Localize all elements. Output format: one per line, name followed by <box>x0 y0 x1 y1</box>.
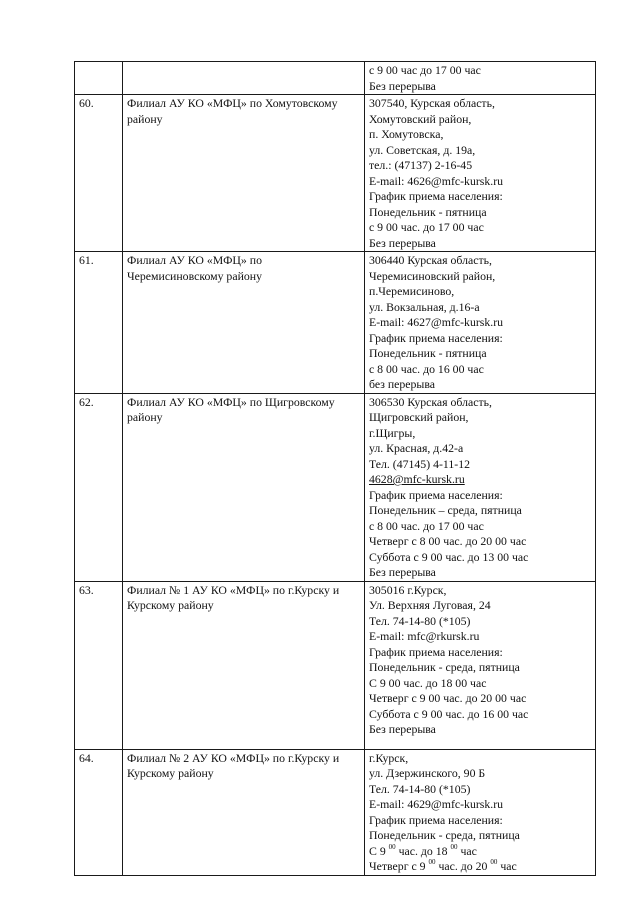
contact-line: Суббота с 9 00 час. до 13 00 час <box>369 549 529 564</box>
row-number: 60. <box>75 95 123 252</box>
contact-line: ул. Дзержинского, 90 Б <box>369 766 486 780</box>
contact-line: с 9 00 час до 17 00 час <box>369 63 481 77</box>
schedule-text: час <box>457 843 477 858</box>
branch-name: Филиал АУ КО «МФЦ» по Хомутовскому району <box>123 95 365 252</box>
branch-contacts <box>365 749 596 875</box>
schedule-text: Четверг с 9 <box>369 859 429 873</box>
row-number <box>75 62 123 95</box>
contact-line: Понедельник - среда, пятница <box>369 660 520 674</box>
contact-line: E-mail: 4627@mfc-kursk.ru <box>369 315 504 329</box>
contact-line: Без перерыва <box>369 235 436 250</box>
contact-line: График приема населения: <box>369 330 503 345</box>
contact-line: График приема населения: <box>369 189 503 203</box>
contact-line: Хомутовский район, <box>369 111 472 126</box>
contact-line: Понедельник - пятница <box>369 204 487 219</box>
table-row <box>75 95 596 252</box>
branch-contacts <box>365 581 596 749</box>
schedule-text: С 9 <box>369 843 389 858</box>
schedule-text: час <box>497 859 517 873</box>
row-number: 61. <box>75 252 123 394</box>
contact-line: Понедельник - среда, пятница <box>369 828 520 842</box>
schedule-minutes: 00 <box>450 842 458 851</box>
contact-line: Понедельник - пятница <box>369 346 487 360</box>
contact-line: График приема населения: <box>369 487 503 502</box>
branch-contacts <box>365 95 596 252</box>
contact-line: с 8 00 час. до 16 00 час <box>369 361 484 376</box>
contact-line: тел.: (47137) 2-16-45 <box>369 158 473 172</box>
row-number: 63. <box>75 581 123 749</box>
email-link[interactable]: 4628@mfc-kursk.ru <box>369 472 465 486</box>
schedule-minutes: 00 <box>388 842 396 851</box>
contact-line: без перерыва <box>369 377 435 391</box>
contact-line: E-mail: 4629@mfc-kursk.ru <box>369 797 504 811</box>
contact-line: Тел. 74-14-80 (*105) <box>369 613 471 628</box>
contact-line: Четверг с 8 00 час. до 20 00 час <box>369 534 527 548</box>
table-row <box>75 581 596 749</box>
contact-line: Без перерыва <box>369 565 436 579</box>
branch-contacts <box>365 252 596 394</box>
branch-contacts <box>365 62 596 95</box>
branch-name: Филиал № 1 АУ КО «МФЦ» по г.Курску и Курскому району <box>123 581 365 749</box>
contact-line: Без перерыва <box>369 722 436 736</box>
contact-line: п. Хомутовска, <box>369 127 444 141</box>
contact-line: Понедельник – среда, пятница <box>369 503 522 517</box>
contact-line: С 9 00 час. до 18 00 час <box>369 675 487 690</box>
contact-line: Черемисиновский район, <box>369 268 496 283</box>
contact-line: Щигровский район, <box>369 410 469 424</box>
row-number: 64. <box>75 749 123 875</box>
contact-line: п.Черемисиново, <box>369 284 455 298</box>
contact-line: ул. Советская, д. 19а, <box>369 142 476 157</box>
contact-line: г.Щигры, <box>369 425 416 440</box>
contact-line: 306530 Курская область, <box>369 394 492 409</box>
contact-line: г.Курск, <box>369 750 409 765</box>
row-number: 62. <box>75 393 123 581</box>
branch-name: Филиал № 2 АУ КО «МФЦ» по г.Курску и Курскому району <box>123 749 365 875</box>
contact-line: 305016 г.Курск, <box>369 582 447 597</box>
contact-line: 307540, Курская область, <box>369 96 495 110</box>
contact-line: ул. Вокзальная, д.16-а <box>369 299 480 314</box>
contact-line: с 9 00 час. до 17 00 час <box>369 220 484 234</box>
table-row <box>75 62 596 95</box>
contact-line: ул. Красная, д.42-а <box>369 441 464 455</box>
branch-name <box>123 62 365 95</box>
contact-line: E-mail: mfc@rkursk.ru <box>369 629 480 643</box>
contact-line: Суббота с 9 00 час. до 16 00 час <box>369 706 529 721</box>
branch-name: Филиал АУ КО «МФЦ» по Щигровскому району <box>123 393 365 581</box>
contact-line: Тел. (47145) 4-11-12 <box>369 456 470 471</box>
schedule-text: час. до 20 <box>435 859 491 873</box>
contact-line: с 8 00 час. до 17 00 час <box>369 518 484 533</box>
contact-line: Тел. 74-14-80 (*105) <box>369 781 471 796</box>
contact-line: График приема населения: <box>369 644 503 659</box>
schedule-line <box>369 844 592 860</box>
table-row <box>75 393 596 581</box>
schedule-minutes: 00 <box>490 858 498 867</box>
branch-contacts <box>365 393 596 581</box>
table-row <box>75 749 596 875</box>
table-row <box>75 252 596 394</box>
contact-line: Без перерыва <box>369 78 436 93</box>
contact-line: E-mail: 4626@mfc-kursk.ru <box>369 173 504 188</box>
schedule-minutes: 00 <box>428 858 436 867</box>
schedule-text: час. до 18 <box>395 843 451 858</box>
contact-line: Четверг с 9 00 час. до 20 00 час <box>369 691 527 705</box>
schedule-line <box>369 859 592 875</box>
contact-line: Ул. Верхняя Луговая, 24 <box>369 598 491 612</box>
branch-table <box>74 61 596 876</box>
branch-name: Филиал АУ КО «МФЦ» по Черемисиновскому району <box>123 252 365 394</box>
contact-line: График приема населения: <box>369 812 503 827</box>
contact-line: 306440 Курская область, <box>369 253 492 267</box>
